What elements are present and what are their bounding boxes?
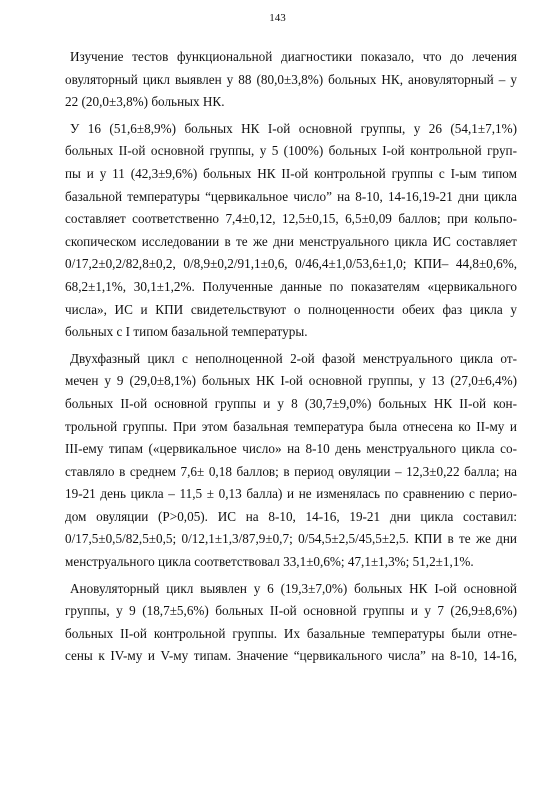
text-line: мечен у 9 (29,0±8,1%) больных НК I-ой основной группы, у 13 (27,0±6,4%) [65,373,517,389]
text-line: Изучение тестов функциональной диагностики показало, что до лечения [70,49,517,64]
text-line: 19-21 день цикла – 11,5 ± 0,13 балла) и не изменялась по сравнению с перио- [65,486,517,502]
text-line: числа», ИС и КПИ свидетельствуют о полноценности обеих фаз цикла у [65,301,517,317]
text-line: пы и у 11 (42,3±9,6%) больных НК II-ой контрольной группы с I-ым типом [65,165,517,181]
text-line: базальной температуры “цервикальное число” на 8-10, 14-16,19-21 дни цикла [65,188,517,204]
text-line: больных II-ой основной группы, у 5 (100%) больных I-ой контрольной груп- [65,143,517,159]
text-line: больных с I типом базальной температуры. [65,324,308,340]
text-line: 0/17,5±0,5/82,5±0,5; 0/12,1±1,3/87,9±0,7; 0/54,5±2,5/45,5±2,5. КПИ в те же дни [65,531,517,547]
body-text [65,46,517,672]
text-line: 68,2±1,1%, 30,1±1,2%. Полученные данные по показателям «цервикального [65,278,517,294]
paragraph-anovulatory-cycle [65,578,517,668]
text-line: больных II-ой контрольной группы. Их базальные температуры были отне- [65,625,517,641]
text-line: сены к IV-му и V-му типам. Значение “цервикального числа” на 8-10, 14-16, [65,648,517,664]
text-line: Двухфазный цикл с неполноценной 2-ой фазой менструального цикла от- [70,350,517,366]
text-line: 22 (20,0±3,8%) больных НК. [65,94,225,110]
paragraph-ovulation-summary [65,46,517,114]
page-number: 143 [269,12,286,24]
text-line: составляет соответственно 7,4±0,12, 12,5±0,15, 6,5±0,09 баллов; при кольпо- [65,211,517,227]
text-line: ставляло в среднем 7,6± 0,18 баллов; в период овуляции – 12,3±0,22 балла; на [65,463,517,479]
text-line: трольной группы. При этом базальная температура была отнесена ко II-му и [65,418,517,434]
text-line: группы, у 9 (18,7±5,6%) больных II-ой основной группы и у 7 (26,9±8,6%) [65,603,517,619]
text-line: III-ему типам («цервикальное число» на 8-10 день менструального цикла со- [65,441,517,457]
text-line: дом овуляции (Р>0,05). ИС на 8-10, 14-16, 19-21 дни цикла составил: [65,508,517,524]
paragraph-type-one-temperature [65,118,517,344]
text-line: Ановуляторный цикл выявлен у 6 (19,3±7,0%) больных НК I-ой основной [70,580,517,596]
text-line: менструального цикла соответствовал 33,1±0,6%; 47,1±1,3%; 51,2±1,1%. [65,554,474,570]
text-line: больных II-ой основной группы и у 8 (30,7±9,0%) больных НК II-ой кон- [65,395,517,411]
paragraph-biphasic-cycle [65,348,517,574]
text-line: скопическом исследовании в те же дни менструального цикла ИС составляет [65,233,517,249]
text-line: У 16 (51,6±8,9%) больных НК I-ой основной группы, у 26 (54,1±7,1%) [70,120,517,136]
text-line: 0/17,2±0,2/82,8±0,2, 0/8,9±0,2/91,1±0,6, 0/46,4±1,0/53,6±1,0; КПИ– 44,8±0,6%, [65,256,517,272]
text-line: овуляторный цикл выявлен у 88 (80,0±3,8%) больных НК, ановуляторный – у [65,71,517,87]
